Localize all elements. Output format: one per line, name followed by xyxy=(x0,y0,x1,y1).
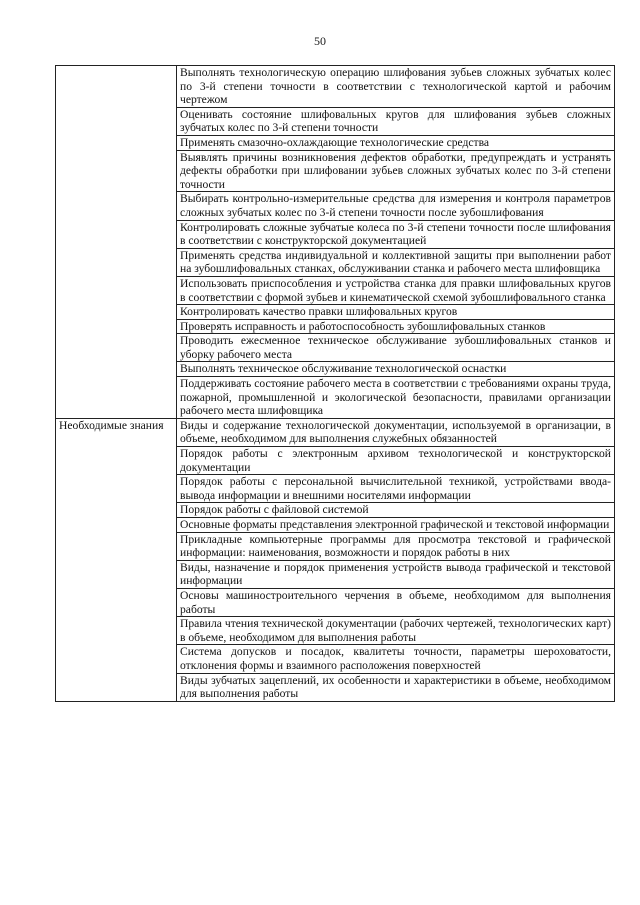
requirement-cell: Порядок работы с электронным архивом технологической и конструкторской документации xyxy=(177,447,615,475)
competency-table-body xyxy=(56,66,615,702)
requirement-cell: Виды зубчатых зацеплений, их особенности и характеристики в объеме, необходимом для выполнения работы xyxy=(177,673,615,701)
requirement-cell: Оценивать состояние шлифовальных кругов для шлифования зубьев сложных зубчатых колес по 3-й степени точности xyxy=(177,107,615,135)
requirement-cell: Прикладные компьютерные программы для просмотра текстовой и графической информации: наименования, возможности и порядок работы в них xyxy=(177,532,615,560)
page-number: 50 xyxy=(314,34,326,48)
section-label-cell xyxy=(56,418,177,701)
requirement-cell: Порядок работы с файловой системой xyxy=(177,503,615,518)
table-row xyxy=(56,418,615,446)
requirement-cell: Применять смазочно-охлаждающие технологические средства xyxy=(177,135,615,150)
requirement-cell: Правила чтения технической документации (рабочих чертежей, технологических карт) в объеме, необходимом для выполнения работы xyxy=(177,617,615,645)
section-label-cell xyxy=(56,66,177,419)
requirement-cell: Контролировать качество правки шлифовальных кругов xyxy=(177,305,615,320)
requirement-cell: Выполнять технологическую операцию шлифования зубьев сложных зубчатых колес по 3-й степени точности в соответствии с технологической картой и рабочим чертежом xyxy=(177,66,615,108)
requirement-cell: Использовать приспособления и устройства станка для правки шлифовальных кругов в соответствии с формой зубьев и кинематической схемой зубошлифовального станка xyxy=(177,276,615,304)
competency-table xyxy=(55,65,615,702)
table-row xyxy=(56,66,615,108)
requirement-cell: Порядок работы с персональной вычислительной техникой, устройствами ввода-вывода информации и внешними носителями информации xyxy=(177,475,615,503)
requirement-cell: Основные форматы представления электронной графической и текстовой информации xyxy=(177,518,615,533)
requirement-cell: Виды и содержание технологической документации, используемой в организации, в объеме, необходимом для выполнения служебных обязанностей xyxy=(177,418,615,446)
requirement-cell: Проверять исправность и работоспособность зубошлифовальных станков xyxy=(177,319,615,334)
requirement-cell: Выявлять причины возникновения дефектов обработки, предупреждать и устранять дефекты обработки при шлифовании зубьев сложных зубчатых колес по 3-й степени точности xyxy=(177,150,615,192)
requirement-cell: Основы машиностроительного черчения в объеме, необходимом для выполнения работы xyxy=(177,588,615,616)
requirement-cell: Проводить ежесменное техническое обслуживание зубошлифовальных станков и уборку рабочего места xyxy=(177,334,615,362)
requirement-cell: Система допусков и посадок, квалитеты точности, параметры шероховатости, отклонения формы и взаимного расположения поверхностей xyxy=(177,645,615,673)
requirement-cell: Выполнять техническое обслуживание технологической оснастки xyxy=(177,362,615,377)
section-label: Необходимые знания xyxy=(59,418,164,432)
requirement-cell: Выбирать контрольно-измерительные средства для измерения и контроля параметров сложных зубчатых колес по 3-й степени точности после зубошлифования xyxy=(177,192,615,220)
requirement-cell: Виды, назначение и порядок применения устройств вывода графической и текстовой информации xyxy=(177,560,615,588)
requirement-cell: Поддерживать состояние рабочего места в соответствии с требованиями охраны труда, пожарной, промышленной и экологической безопасности, правилами организации рабочего места шлифовщика xyxy=(177,377,615,419)
requirement-cell: Контролировать сложные зубчатые колеса по 3-й степени точности после шлифования в соответствии с конструкторской документацией xyxy=(177,220,615,248)
requirement-cell: Применять средства индивидуальной и коллективной защиты при выполнении работ на зубошлифовальных станках, обслуживании станка и рабочего места шлифовщика xyxy=(177,248,615,276)
